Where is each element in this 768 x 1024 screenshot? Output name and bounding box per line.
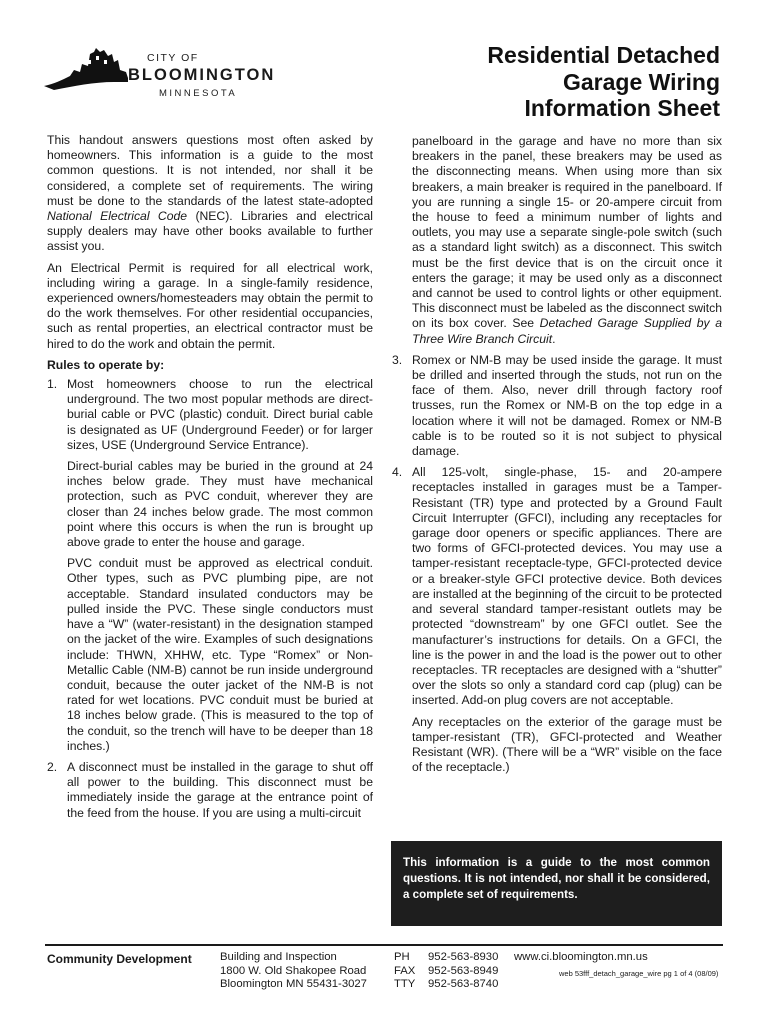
rule-paragraph: Direct-burial cables may be buried in the ground at 24 inches below grade. They must have mechanical protection, such as PVC conduit, wherever they are closer than 24 inches below grade. The most common point where this occurs is when the run is brought up above grade to enter the house and garage.	[67, 459, 373, 550]
left-column	[47, 133, 373, 827]
rule-paragraph: All 125-volt, single-phase, 15- and 20-ampere receptacles installed in garages must be a Tamper-Resistant (TR) type and protected by a Ground Fault Circuit Interrupter (GFCI), including any receptacles for garage door openers or specific appliances. There are two forms of GFCI-protected devices. You may use a tamper-resistant receptacle-type, GFCI-protected device or a breaker-style GFCI protective device. Both devices are installed at the beginning of the circuit to be protected and several standard tamper-resistant outlets may be protected “downstream” by one GFCI outlet. See the manufacturer’s instructions for details. On a GFCI, the line is the power in and the load is the power out to other receptacles. TR receptacles are designed with a “shutter” over the slots so only a standard cord cap (plug) can be inserted. Add-on plug covers are not acceptable.	[412, 465, 722, 708]
footer-address: Building and Inspection 1800 W. Old Shakopee Road Bloomington MN 55431-3027	[220, 951, 367, 991]
rule-number: 2.	[47, 759, 58, 774]
logo-city-of: CITY OF	[147, 52, 199, 64]
rule-paragraph: panelboard in the garage and have no more than six breakers in the panel, these breakers may be used as the disconnecting means. When using more than six breakers, a main breaker is required in the panelboard. If you are running a single 15- or 20-ampere circuit from the house to feed a minimum number of lights and outlets, you may use a separate single-pole switch (such as a standard light switch) as a disconnect. This switch must be the first device that is on the circuit once it enters the garage; it may be used only as a disconnect and cannot be used to control lights or other equipment. This disconnect must be labeled as the disconnect switch on its box cover. See Detached Garage Supplied by a Three Wire Branch Circuit.	[412, 134, 723, 346]
footer-contact-numbers: 952-563-8930 952-563-8949 952-563-8740	[428, 951, 499, 991]
rules-heading: Rules to operate by:	[47, 357, 165, 372]
title-line: Residential Detached	[487, 42, 720, 68]
rules-list	[47, 377, 373, 821]
rule-number: 4.	[392, 465, 403, 480]
rule-item-4	[392, 465, 722, 775]
footer-document-reference: web 53fff_detach_garage_wire pg 1 of 4 (08/09)	[559, 969, 719, 978]
disclaimer-callout: This information is a guide to the most common questions. It is not intended, nor shall it be considered, a complete set of requirements.	[391, 841, 722, 926]
city-logo	[44, 42, 284, 104]
rule-item-2	[47, 760, 373, 821]
rules-list-continued	[392, 134, 722, 775]
document-title	[487, 42, 720, 122]
rule-item-1	[47, 377, 373, 754]
cross-reference: Detached Garage Supplied by a Three Wire Branch Circuit	[412, 316, 723, 346]
rule-paragraph: A disconnect must be installed in the garage to shut off all power to the building. This disconnect must be immediately inside the garage at the entrance point of the feed from the house. If you are using a multi-circuit	[67, 759, 373, 820]
intro-paragraph: This handout answers questions most often asked by homeowners. This information is a guide to the most common questions. It is not intended, nor shall it be considered, a complete set of requirements. The wiring must be done to the standards of the latest state-adopted National Electrical Code (NEC). Libraries and electrical supply dealers may have other books available to further assist you.	[47, 133, 373, 254]
skyline-logo-icon	[44, 46, 128, 92]
rule-item-2-continued	[392, 134, 722, 347]
rule-number: 3.	[392, 352, 403, 367]
rule-paragraph: Most homeowners choose to run the electrical underground. The two most popular methods are direct-burial cable or PVC (plastic) conduit. Direct burial cable is designated as UF (Underground Feeder) or for larger sizes, USE (Underground Service Entrance).	[67, 377, 373, 452]
rule-paragraph: Romex or NM-B may be used inside the garage. It must be drilled and inserted through the studs, not run on the face of them. Also, never drill through factory roof trusses, run the Romex or NM-B on the top edge in a location where it will not be damaged. Romex or NM-B cable is to be routed so it is not subject to physical damage.	[412, 352, 722, 459]
rule-paragraph: Any receptacles on the exterior of the garage must be tamper-resistant (TR), GFCI-protected and Weather Resistant (WR). (There will be a “WR” visible on the face of the receptacle.)	[412, 714, 722, 775]
title-line: Information Sheet	[524, 95, 720, 121]
nec-reference: National Electrical Code	[47, 209, 188, 224]
logo-city-name: BLOOMINGTON	[128, 66, 276, 84]
title-line: Garage Wiring	[563, 68, 720, 95]
permit-paragraph: An Electrical Permit is required for all electrical work, including wiring a garage. In a single-family residence, experienced owners/homesteaders may obtain the permit to do the work themselves. For other residential occupancies, such as rental properties, an electrical contractor must be hired to do the work and obtain the permit.	[47, 260, 373, 351]
rule-paragraph: PVC conduit must be approved as electrical conduit. Other types, such as PVC plumbing pipe, are not acceptable. Standard insulated conductors may be pulled inside the PVC. These single conductors must have a “W” (water-resistant) in the designation stamped on the jacket of the wire. Examples of such designations include: THWN, XHHW, etc. Type “Romex” or Non-Metallic Cable (NM-B) cannot be run inside underground conduit, because the outer jacket of the NM-B is not rated for wet locations. PVC conduit must be buried at 18 inches below grade. (This is measured to the top of the conduit, so the trench will have to be deeper than 18 inches.)	[67, 556, 373, 753]
footer-contact-labels: PH FAX TTY	[394, 951, 416, 991]
footer-divider	[45, 944, 723, 946]
rule-item-3	[392, 353, 722, 459]
rule-number: 1.	[47, 377, 58, 392]
logo-state: MINNESOTA	[159, 88, 238, 99]
footer-department: Community Development	[47, 952, 192, 966]
right-column	[392, 134, 722, 781]
footer-website-link[interactable]: www.ci.bloomington.mn.us	[514, 951, 648, 963]
